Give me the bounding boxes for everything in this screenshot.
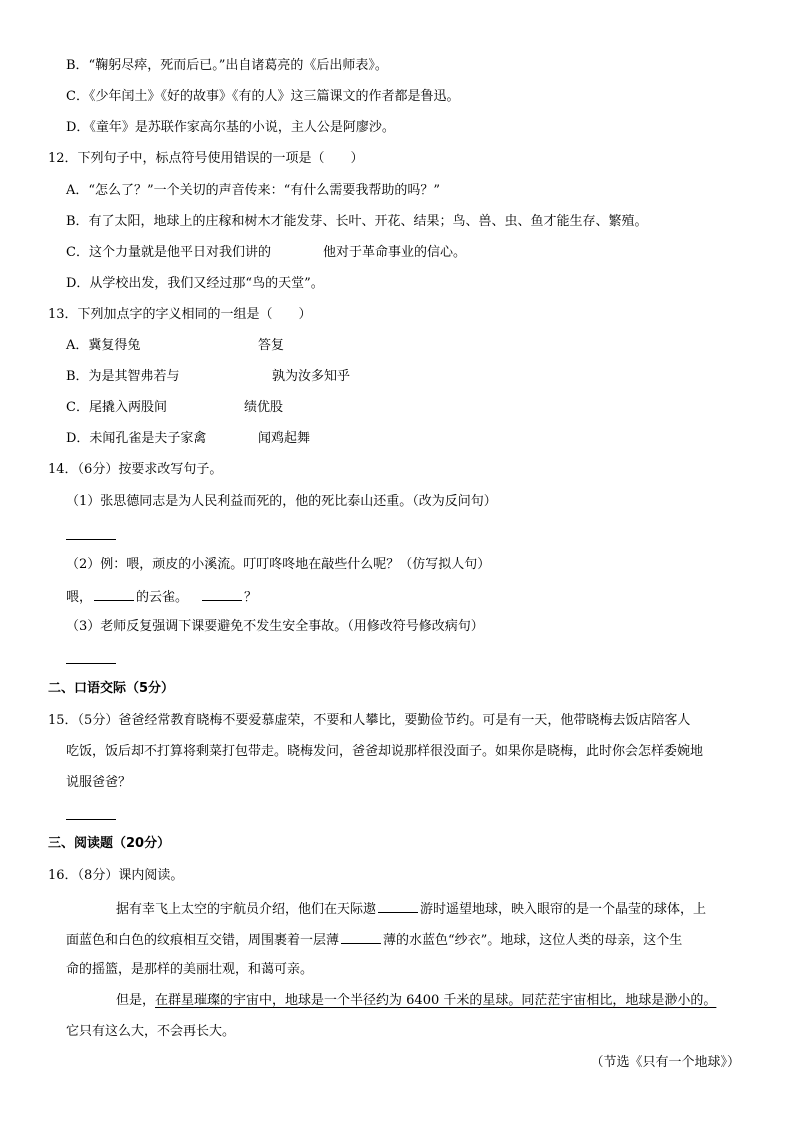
q14-sub2-fill: [66, 586, 257, 608]
passage-text: 但是，: [116, 993, 156, 1008]
q13-option-c-right: 绩优股: [244, 400, 284, 415]
passage-source: （节选《只有一个地球》）: [590, 1055, 740, 1070]
passage-line-1: [116, 898, 706, 920]
q13-stem: 13．下列加点字的字义相同的一组是（ ）: [48, 307, 312, 322]
q14-sub2-suffix: ？: [244, 590, 258, 605]
passage-text: 据有幸飞上太空的宇航员介绍，他们在天际遨: [116, 902, 377, 917]
q12-option-c-part2: 他对于革命事业的信心。: [322, 245, 466, 260]
q14-sub2-middle: 的云雀。: [136, 590, 189, 605]
passage-text: 面蓝色和白色的纹痕相互交错，周围裹着一层薄: [66, 933, 340, 948]
q13-option-d-right: 闻鸡起舞: [258, 431, 311, 446]
q14-stem: 14．（6分）按要求改写句子。: [48, 462, 223, 477]
q13-option-b-left: B．为是其智弗若与: [66, 369, 180, 384]
q13-option-c-left: C．尾撬入两股间: [66, 400, 167, 415]
q11-option-b: B．“鞠躬尽瘁，死而后已。”出自诸葛亮的《后出师表》。: [66, 58, 388, 73]
q11-option-d: D．《童年》是苏联作家高尔基的小说，主人公是阿廖沙。: [66, 120, 395, 135]
q13-option-a-left: A．冀复得兔: [66, 338, 141, 353]
passage-text: 游时遥望地球，映入眼帘的是一个晶莹的球体，上: [420, 902, 707, 917]
q12-stem: 12．下列句子中，标点符号使用错误的一项是（ ）: [48, 151, 364, 166]
passage-line-5: 它只有这么大，不会再长大。: [66, 1024, 236, 1039]
q14-sub2-prefix: 喂，: [66, 590, 93, 605]
q14-sub2: （2）例：喂，顽皮的小溪流。叮叮咚咚地在敲些什么呢？（仿写拟人句）: [66, 557, 491, 572]
q16-stem: 16．（8分）课内阅读。: [48, 868, 184, 883]
q14-sub1-answer-line[interactable]: [66, 539, 116, 540]
passage-line-2: [66, 929, 682, 951]
q15-line-1: 15．（5分）爸爸经常教育晓梅不要爱慕虚荣，不要和人攀比，要勤俭节约。可是有一天，他带晓梅去饭店陪客人: [48, 713, 691, 728]
q11-option-c: C．《少年闰土》《好的故事》《有的人》这三篇课文的作者都是鲁迅。: [66, 89, 460, 104]
section-3-title: 三、阅读题（20分）: [48, 836, 171, 851]
q12-option-b: B．有了太阳，地球上的庄稼和树木才能发芽、长叶、开花、结果；鸟、兽、虫、鱼才能生存、繁殖。: [66, 214, 648, 229]
underlined-sentence: 在群星璀璨的宇宙中，地球是一个半径约为 6400 千米的星球。同茫茫宇宙相比，地球是渺小的。: [155, 993, 717, 1008]
q14-sub3-answer-line[interactable]: [66, 663, 116, 664]
q13-option-a-right: 答复: [258, 338, 285, 353]
section-2-title: 二、口语交际（5分）: [48, 681, 175, 696]
q12-option-a: A．“怎么了？”一个关切的声音传来：“有什么需要我帮助的吗？”: [66, 183, 440, 198]
passage-blank-1[interactable]: [378, 898, 418, 913]
q14-sub1: （1）张思德同志是为人民利益而死的，他的死比泰山还重。（改为反问句）: [66, 494, 497, 509]
passage-text: 薄的水蓝色“纱衣”。地球，这位人类的母亲，这个生: [383, 933, 683, 948]
q12-option-c: [66, 243, 466, 263]
q14-sub3: （3）老师反复强调下课要避免不发生安全事故。（用修改符号修改病句）: [66, 619, 484, 634]
q14-sub2-blank-1[interactable]: [94, 586, 134, 601]
q14-sub2-blank-2[interactable]: [202, 586, 242, 601]
passage-line-4: [116, 991, 716, 1011]
q12-option-c-part1: C．这个力量就是他平日对我们讲的: [66, 245, 271, 260]
q12-option-d: D．从学校出发，我们又经过那“鸟的天堂”。: [66, 276, 324, 291]
q15-answer-line[interactable]: [66, 819, 116, 820]
passage-blank-2[interactable]: [341, 929, 381, 944]
q15-line-3: 说服爸爸？: [66, 775, 132, 790]
q13-option-b-right: 孰为汝多知乎: [272, 369, 351, 384]
q15-line-2: 吃饭，饭后却不打算将剩菜打包带走。晓梅发问，爸爸却说那样很没面子。如果你是晓梅，此时你会怎样委婉地: [66, 744, 704, 759]
passage-line-3: 命的摇篮，是那样的美丽壮观，和蔼可亲。: [66, 962, 314, 977]
q13-option-d-left: D．未闻孔雀是夫子家禽: [66, 431, 207, 446]
